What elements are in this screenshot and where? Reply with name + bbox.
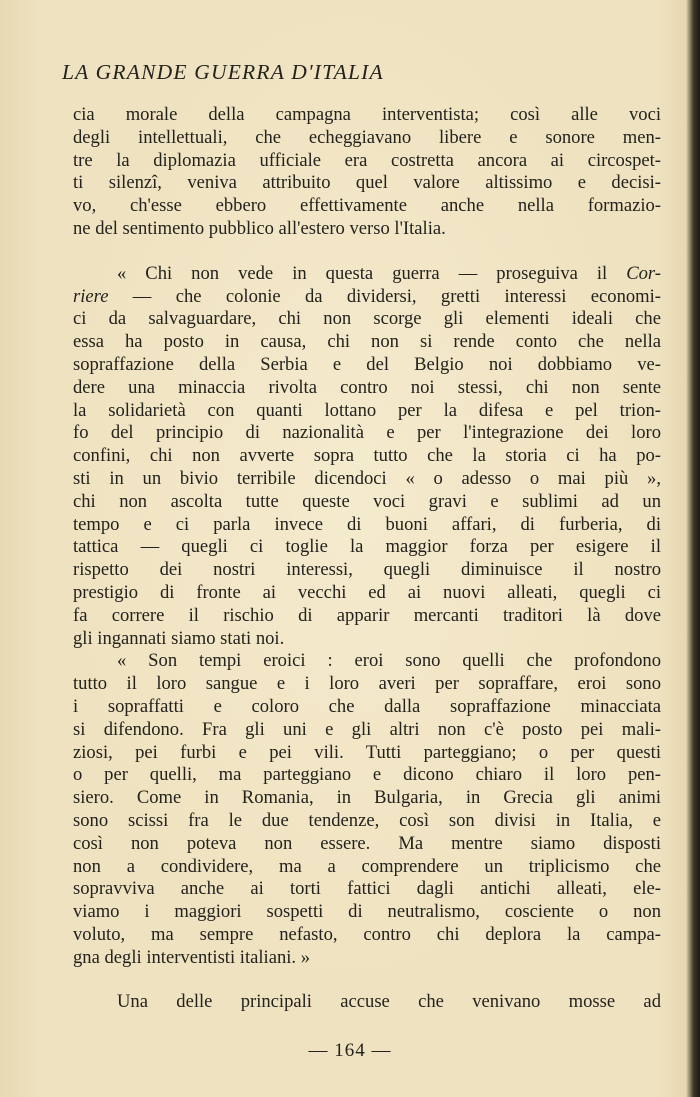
text-line: tattica — quegli ci toglie la maggior forza per esigere il [73,536,661,558]
text-line: sopravviva anche ai torti fattici dagli antichi alleati, ele- [73,878,661,900]
text-line: si difendono. Fra gli uni e gli altri non c'è posto pei mali- [73,718,661,740]
text-line: voluto, ma sempre nefasto, contro chi deplora la campa- [73,923,661,945]
text-line: la solidarietà con quanti lottano per la difesa e pel trion- [73,399,661,421]
text-line: i sopraffatti e coloro che dalla sopraffazione minacciata [73,695,661,717]
text-line: gna degli interventisti italiani. » [73,946,311,968]
text-line: chi non ascolta tutte queste voci gravi e sublimi ad un [73,490,661,512]
text-line: dere una minaccia rivolta contro noi stessi, chi non sente [73,376,661,398]
text-line: cia morale della campagna interventista; così alle voci [73,104,661,125]
text-line: sono scissi fra le due tendenze, così son divisi in Italia, e [73,809,661,831]
text-line: tre la diplomazia ufficiale era costretta ancora ai circospet- [73,149,661,171]
text-line: sopraffazione della Serbia e del Belgio noi dobbiamo ve- [73,353,661,375]
paragraph-3 [73,650,661,969]
text-line: « Son tempi eroici : eroi sono quelli che profondono [117,650,661,672]
text-line: ti silenzî, veniva attribuito quel valore altissimo e decisi- [73,172,661,194]
text-line: tutto il loro sangue e i loro averi per sopraffare, eroi sono [73,673,661,695]
text-line: degli intellettuali, che echeggiavano libere e sonore men- [73,126,661,148]
text-line: ci da salvaguardare, chi non scorge gli elementi ideali che [73,308,661,330]
text-line: fo del principio di nazionalità e per l'integrazione dei loro [73,422,661,444]
text-line: siero. Come in Romania, in Bulgaria, in Grecia gli animi [73,787,661,809]
paragraph-4 [73,991,661,1014]
page-number: — 164 — [308,1040,392,1061]
text-line: fa correre il rischio di apparir mercanti traditori là dove [73,604,661,626]
text-line: riere — che colonie da dividersi, gretti interessi economi- [73,285,661,307]
text-line: « Chi non vede in questa guerra — proseguiva il Cor- [117,262,661,284]
paragraph-1 [73,104,661,241]
text-line: ne del sentimento pubblico all'estero verso l'Italia. [73,217,446,239]
body-text [73,104,661,1014]
text-line: così non poteva non essere. Ma mentre siamo disposti [73,832,661,854]
text-line: non a condividere, ma a comprendere un triplicismo che [73,855,661,877]
text-line: sti in un bivio terribile dicendoci « o adesso o mai più », [73,467,661,489]
text-line: o per quelli, ma parteggiano e dicono chiaro il loro pen- [73,764,661,786]
text-line: gli ingannati siamo stati noi. [73,627,285,649]
text-line: ziosi, pei furbi e pei vili. Tutti parteggiano; o per questi [73,741,661,763]
text-line: confini, chi non avverte sopra tutto che la storia ci ha po- [73,445,661,467]
text-line: Una delle principali accuse che venivano mosse ad [117,991,661,1013]
running-head: LA GRANDE GUERRA D'ITALIA [62,60,384,84]
text-line: rispetto dei nostri interessi, quegli diminuisce il nostro [73,559,661,581]
text-line: vo, ch'esse ebbero effettivamente anche nella formazio- [73,195,661,217]
text-line: essa ha posto in causa, chi non si rende conto che nella [73,331,661,353]
paragraph-2 [73,263,661,651]
text-line: viamo i maggiori sospetti di neutralismo, cosciente o non [73,901,661,923]
page-edge-shadow [686,0,700,1097]
text-line: tempo e ci parla invece di buoni affari, di furberia, di [73,513,661,535]
text-line: prestigio di fronte ai vecchi ed ai nuovi alleati, quegli ci [73,581,661,603]
